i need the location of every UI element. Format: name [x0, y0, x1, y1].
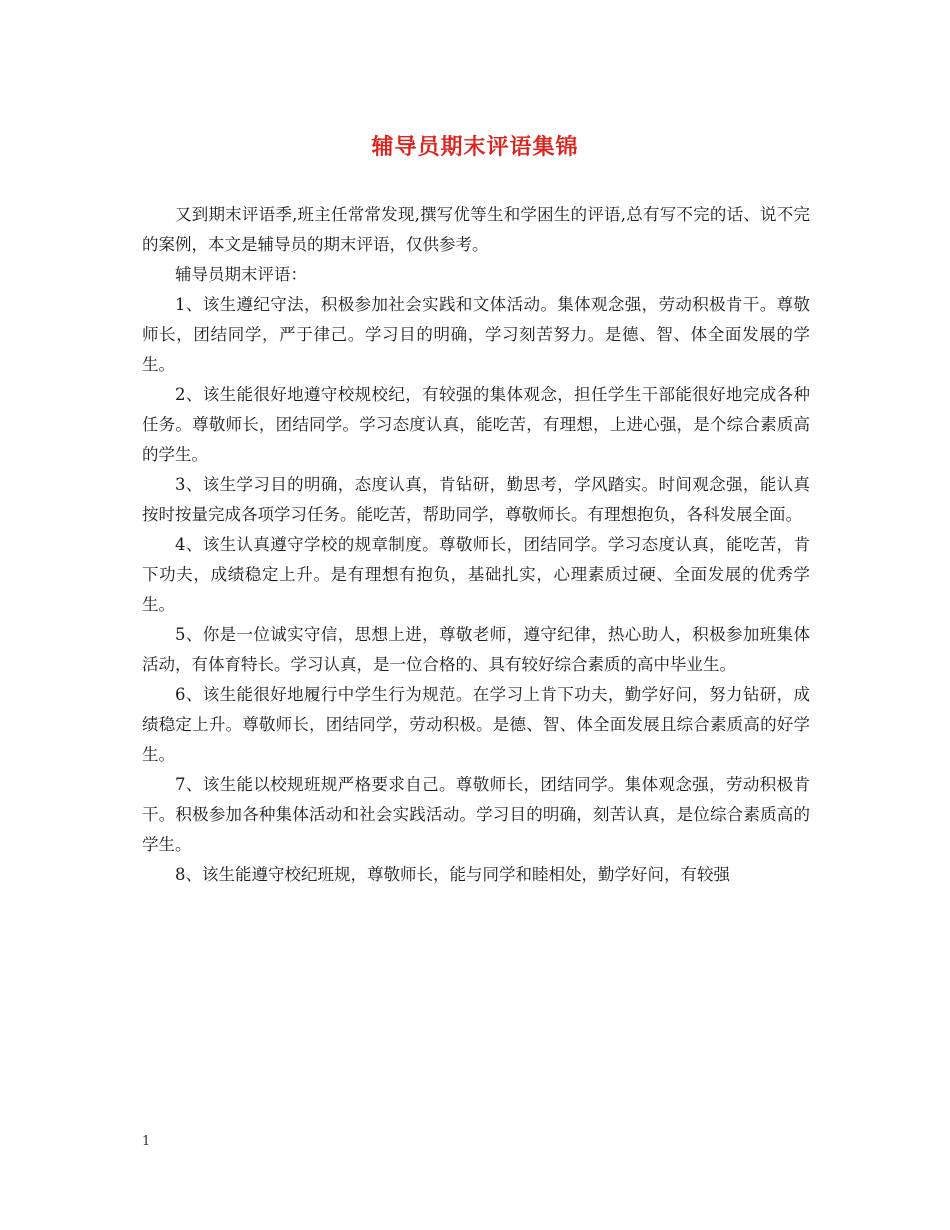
page-number: 1 — [142, 1134, 151, 1149]
paragraph-comment-5: 5、你是一位诚实守信，思想上进，尊敬老师，遵守纪律，热心助人，积极参加班集体活动，有体育特长。学习认真，是一位合格的、具有较好综合素质的高中毕业生。 — [142, 625, 810, 674]
paragraph-comment-6: 6、该生能很好地履行中学生行为规范。在学习上肯下功夫，勤学好问，努力钻研，成绩稳定上升。尊敬师长，团结同学，劳动积极。是德、智、体全面发展且综合素质高的好学生。 — [142, 685, 810, 764]
document-title: 辅导员期末评语集锦 — [371, 134, 579, 160]
paragraph-comment-7: 7、该生能以校规班规严格要求自己。尊敬师长，团结同学。集体观念强，劳动积极肯干。积极参加各种集体活动和社会实践活动。学习目的明确，刻苦认真，是位综合素质高的学生。 — [142, 775, 810, 854]
paragraph-comment-8: 8、该生能遵守校纪班规，尊敬师长，能与同学和睦相处，勤学好问，有较强 — [175, 865, 730, 884]
paragraph-comment-2: 2、该生能很好地遵守校规校纪，有较强的集体观念，担任学生干部能很好地完成各种任务。尊敬师长，团结同学。学习态度认真，能吃苦，有理想，上进心强，是个综合素质高的学生。 — [142, 385, 810, 464]
paragraph-comment-3: 3、该生学习目的明确，态度认真，肯钻研，勤思考，学风踏实。时间观念强，能认真按时按量完成各项学习任务。能吃苦，帮助同学，尊敬师长。有理想抱负，各科发展全面。 — [142, 475, 810, 524]
document-body — [142, 200, 810, 890]
paragraph-comment-4: 4、该生认真遵守学校的规章制度。尊敬师长，团结同学。学习态度认真，能吃苦，肯下功夫，成绩稳定上升。是有理想有抱负，基础扎实，心理素质过硬、全面发展的优秀学生。 — [142, 535, 810, 614]
paragraph-comment-1: 1、该生遵纪守法，积极参加社会实践和文体活动。集体观念强，劳动积极肯干。尊敬师长，团结同学，严于律己。学习目的明确，学习刻苦努力。是德、智、体全面发展的学生。 — [142, 295, 810, 374]
paragraph-intro: 又到期末评语季,班主任常常发现,撰写优等生和学困生的评语,总有写不完的话、说不完的案例，本文是辅导员的期末评语，仅供参考。 — [142, 205, 810, 254]
paragraph-heading: 辅导员期末评语： — [175, 265, 307, 284]
